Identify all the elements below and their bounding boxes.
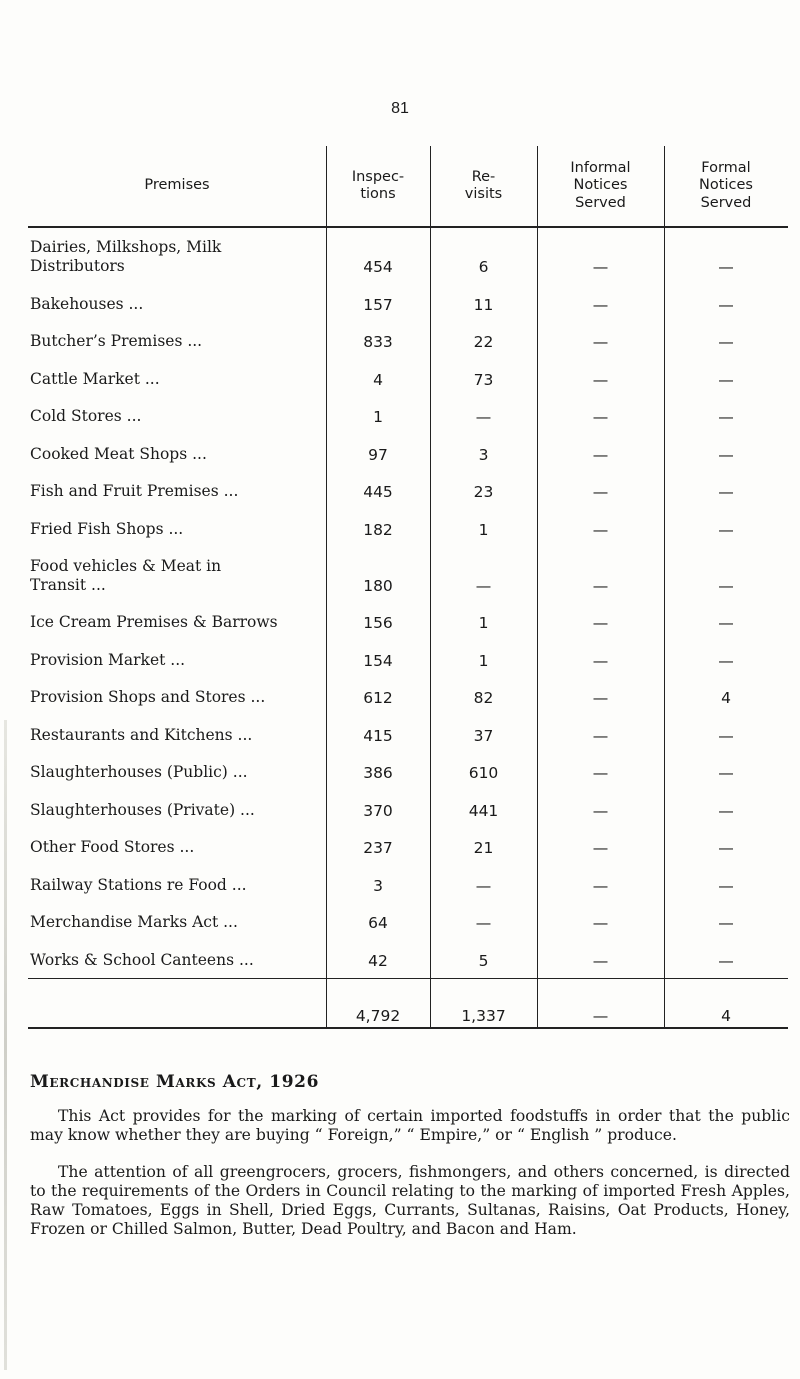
row-revisits: 1 xyxy=(478,651,489,670)
row-formal: — xyxy=(718,726,734,745)
row-inspections: 833 xyxy=(363,333,393,351)
row-premises: Ice Cream Premises & Barrows xyxy=(30,613,278,632)
row-premises: Butcher’s Premises ... xyxy=(30,332,203,351)
row-inspections: 42 xyxy=(368,951,388,970)
row-premises: Slaughterhouses (Public) ... xyxy=(30,763,248,782)
table-header xyxy=(28,146,788,228)
row-premises: Cold Stores ... xyxy=(30,407,142,426)
row-informal: — xyxy=(592,614,609,632)
row-inspections: 180 xyxy=(363,576,393,595)
row-inspections: 97 xyxy=(368,445,388,464)
table-row xyxy=(28,322,788,360)
row-formal: — xyxy=(718,333,734,351)
row-inspections: 612 xyxy=(363,689,393,707)
row-inspections: 154 xyxy=(363,651,393,670)
table-row xyxy=(28,359,788,397)
row-inspections: 386 xyxy=(363,764,393,782)
row-inspections: 64 xyxy=(368,914,388,932)
total-inspections: 4,792 xyxy=(355,1006,401,1025)
table-row xyxy=(28,865,788,903)
row-formal: — xyxy=(718,483,734,501)
total-informal: — xyxy=(592,1006,609,1025)
paragraph: The attention of all greengrocers, grocers, fishmongers, and others concerned, is directed to the requirements of the Orders in Council relating to the marking of imported Fresh Apples, Raw Tomatoes, Eggs in Shell, Dried Eggs, Currants, Sultanas, Raisins, Oat Products, Honey, Frozen or Chilled Salmon, Butter, Dead Poultry, and Bacon and Ham. xyxy=(30,1163,790,1238)
row-formal: — xyxy=(718,445,734,464)
row-informal: — xyxy=(592,520,609,539)
row-premises: Provision Market ... xyxy=(30,650,186,669)
row-informal: — xyxy=(592,839,609,857)
table-row xyxy=(28,509,788,547)
table-row xyxy=(28,434,788,472)
table-row xyxy=(28,547,788,603)
row-premises: Cooked Meat Shops ... xyxy=(30,444,207,463)
row-inspections: 1 xyxy=(373,408,383,426)
row-premises: Fried Fish Shops ... xyxy=(30,519,184,538)
row-premises: Cattle Market ... xyxy=(30,369,160,388)
row-formal: — xyxy=(718,876,734,895)
row-revisits: 3 xyxy=(478,445,489,464)
row-premises: Slaughterhouses (Private) ... xyxy=(30,800,255,819)
row-formal: — xyxy=(718,370,734,389)
row-informal: — xyxy=(592,576,609,595)
column-divider xyxy=(430,146,431,1029)
row-inspections: 237 xyxy=(363,839,393,857)
row-formal: — xyxy=(718,614,734,632)
table-row xyxy=(28,903,788,941)
column-divider xyxy=(537,146,538,1029)
table-row xyxy=(28,678,788,716)
row-revisits: — xyxy=(475,576,492,595)
row-formal: — xyxy=(718,914,734,932)
row-formal: — xyxy=(718,951,734,970)
header-formal-notices: Formal Notices Served xyxy=(699,160,753,211)
table-row xyxy=(28,940,788,978)
row-informal: — xyxy=(592,370,609,389)
header-informal-notices: Informal Notices Served xyxy=(570,160,631,211)
column-divider xyxy=(664,146,665,1029)
row-informal: — xyxy=(592,764,609,782)
total-revisits: 1,337 xyxy=(461,1006,506,1025)
row-inspections: 156 xyxy=(363,614,393,632)
row-revisits: 610 xyxy=(468,764,499,782)
row-informal: — xyxy=(592,876,609,895)
row-informal: — xyxy=(592,801,609,820)
row-premises: Provision Shops and Stores ... xyxy=(30,688,266,707)
row-formal: — xyxy=(718,520,734,539)
row-revisits: 23 xyxy=(473,483,494,501)
row-revisits: 73 xyxy=(473,370,494,389)
row-premises: Dairies, Milkshops, Milk Distributors xyxy=(30,238,222,276)
row-premises: Fish and Fruit Premises ... xyxy=(30,482,239,501)
row-formal: — xyxy=(718,408,734,426)
table-row xyxy=(28,472,788,510)
table-row xyxy=(28,603,788,641)
table-row xyxy=(28,640,788,678)
row-formal: — xyxy=(718,651,734,670)
row-informal: — xyxy=(592,408,609,426)
row-inspections: 157 xyxy=(363,295,393,314)
row-informal: — xyxy=(592,914,609,932)
section-title: Merchandise Marks Act, 1926 xyxy=(30,1072,319,1092)
row-informal: — xyxy=(592,726,609,745)
row-informal: — xyxy=(592,483,609,501)
row-premises: Railway Stations re Food ... xyxy=(30,875,247,894)
row-premises: Restaurants and Kitchens ... xyxy=(30,725,253,744)
row-formal: — xyxy=(718,839,734,857)
row-inspections: 454 xyxy=(363,258,393,276)
row-revisits: 441 xyxy=(468,801,499,820)
row-informal: — xyxy=(592,258,609,276)
row-revisits: — xyxy=(475,914,492,932)
row-revisits: 22 xyxy=(473,333,494,351)
row-premises: Food vehicles & Meat in Transit ... xyxy=(30,556,222,594)
page-edge-shadow xyxy=(4,720,7,1370)
page-number: 81 xyxy=(391,100,409,117)
row-revisits: 1 xyxy=(478,520,489,539)
table-row xyxy=(28,715,788,753)
row-informal: — xyxy=(592,295,609,314)
table-row xyxy=(28,397,788,435)
row-inspections: 415 xyxy=(363,726,393,745)
paragraph: This Act provides for the marking of certain imported foodstuffs in order that the public may know whether they are buying “ Foreign,” “ Empire,” or “ English ” produce. xyxy=(30,1107,790,1144)
row-informal: — xyxy=(592,651,609,670)
total-formal: 4 xyxy=(721,1006,731,1025)
row-informal: — xyxy=(592,445,609,464)
row-revisits: 37 xyxy=(473,726,494,745)
row-formal: — xyxy=(718,801,734,820)
table-row xyxy=(28,790,788,828)
row-formal: — xyxy=(718,576,734,595)
row-inspections: 445 xyxy=(363,483,393,501)
row-inspections: 4 xyxy=(373,370,383,389)
row-inspections: 3 xyxy=(373,876,383,895)
row-formal: 4 xyxy=(721,689,731,707)
row-informal: — xyxy=(592,689,609,707)
header-revisits: Re- visits xyxy=(464,168,503,202)
table-body xyxy=(28,228,788,978)
row-formal: — xyxy=(718,258,734,276)
row-revisits: 11 xyxy=(473,295,494,314)
row-revisits: 82 xyxy=(473,689,494,707)
table-row xyxy=(28,228,788,284)
row-premises: Works & School Canteens ... xyxy=(30,950,254,969)
table-row xyxy=(28,753,788,791)
row-revisits: 6 xyxy=(478,258,489,276)
row-premises: Merchandise Marks Act ... xyxy=(30,913,238,932)
row-revisits: 5 xyxy=(478,951,489,970)
column-divider xyxy=(326,146,327,1029)
row-premises: Bakehouses ... xyxy=(30,294,144,313)
row-revisits: — xyxy=(475,876,492,895)
row-formal: — xyxy=(718,764,734,782)
row-revisits: 1 xyxy=(478,614,489,632)
row-premises: Other Food Stores ... xyxy=(30,838,195,857)
table-row xyxy=(28,284,788,322)
row-revisits: 21 xyxy=(473,839,494,857)
totals-row xyxy=(28,978,788,1029)
row-formal: — xyxy=(718,295,734,314)
row-informal: — xyxy=(592,333,609,351)
header-inspections: Inspec- tions xyxy=(351,168,405,202)
table-row xyxy=(28,828,788,866)
row-inspections: 370 xyxy=(363,801,393,820)
row-inspections: 182 xyxy=(363,520,393,539)
row-informal: — xyxy=(592,951,609,970)
header-premises: Premises xyxy=(144,177,210,194)
inspections-table xyxy=(28,146,788,1029)
row-revisits: — xyxy=(475,408,492,426)
